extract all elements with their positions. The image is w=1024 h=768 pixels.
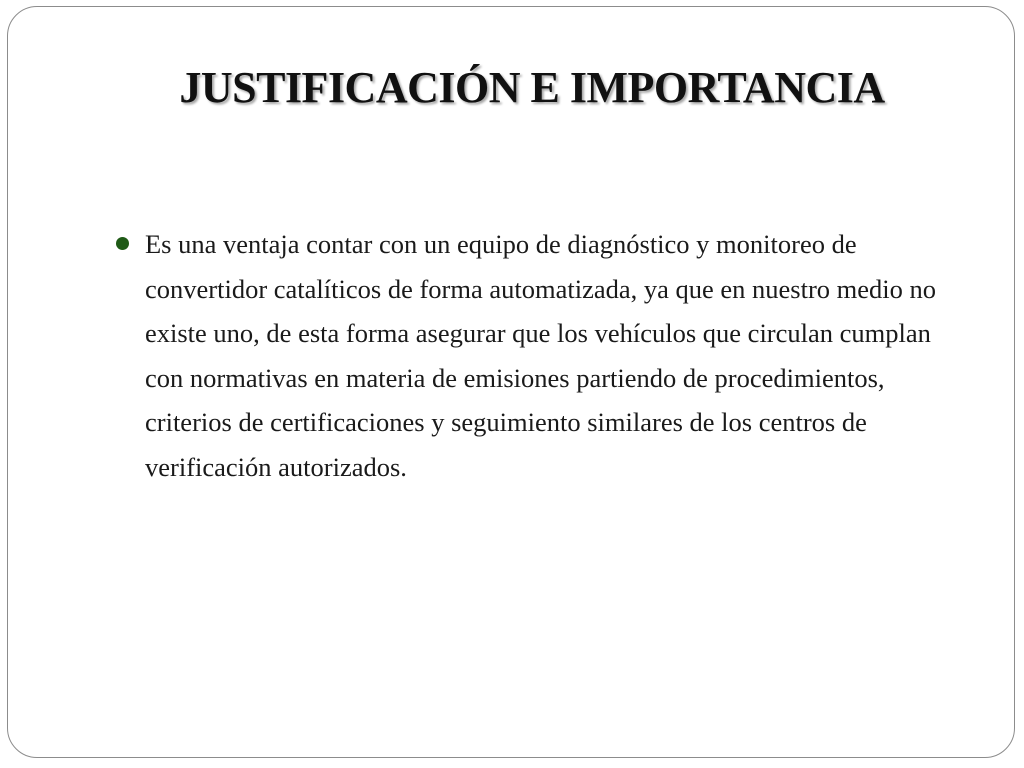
bullet-item xyxy=(112,222,972,489)
slide-title: JUSTIFICACIÓN E IMPORTANCIA xyxy=(179,63,885,112)
bullet-icon xyxy=(116,237,129,250)
bullet-text: Es una ventaja contar con un equipo de diagnóstico y monitoreo de convertidor catalíticos de forma automatizada, ya que en nuestro medio no existe uno, de esta forma asegurar que los vehículos que circulan cumplan con normativas en materia de emisiones partiendo de procedimientos, criterios de certificaciones y seguimiento similares de los centros de verificación autorizados. xyxy=(145,229,937,482)
slide-content xyxy=(112,222,972,489)
